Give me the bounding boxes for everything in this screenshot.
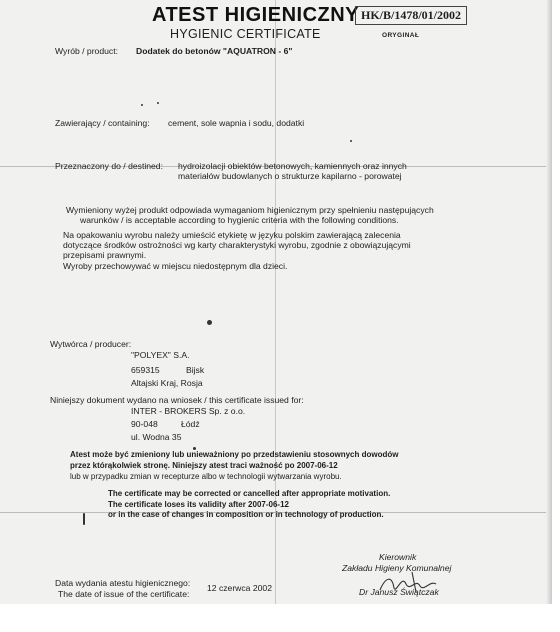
- validity-en-line-3: or in the case of changes in composition or in technology of production.: [108, 510, 384, 519]
- validity-en-line-2: The certificate loses its validity after 2007-06-12: [108, 500, 289, 509]
- validity-pl-line-3: lub w przypadku zmian w recepturze albo w technologii wytwarzania wyrobu.: [70, 472, 342, 481]
- product-value: Dodatek do betonów "AQUATRON - 6": [136, 46, 293, 56]
- scan-speck: [207, 320, 212, 325]
- conditions-line-3: Na opakowaniu wyrobu należy umieścić etykietę w języku polskim zawierającą zalecenia: [63, 230, 401, 240]
- scan-speck: [141, 104, 143, 106]
- original-mark: ORYGINAŁ: [382, 32, 420, 39]
- conditions-line-4: dotyczące środków ostrożności wg karty charakterystyki wyrobu, zgodnie z obowiązującymi: [63, 240, 411, 250]
- issued-for-city: Łódź: [181, 419, 200, 429]
- validity-en-line-1: The certificate may be corrected or cancelled after appropriate motivation.: [108, 489, 391, 498]
- containing-value: cement, sole wapnia i sodu, dodatki: [168, 118, 305, 128]
- issue-date-label-pl: Data wydania atestu higienicznego:: [55, 578, 191, 588]
- signatory-title: Kierownik: [379, 552, 417, 562]
- issue-date-label-en: The date of issue of the certificate:: [58, 589, 190, 599]
- conditions-line-2: warunków / is acceptable according to hygienic criteria with the following conditions.: [80, 215, 399, 225]
- conditions-line-5: przepisami prawnymi.: [63, 250, 147, 260]
- signatory-department: Zakładu Higieny Komunalnej: [342, 563, 452, 573]
- containing-label: Zawierający / containing:: [55, 118, 150, 128]
- issued-for-name: INTER - BROKERS Sp. z o.o.: [131, 406, 246, 416]
- signatory-name: Dr Janusz Świątczak: [359, 587, 439, 597]
- producer-city: Bijsk: [186, 365, 205, 375]
- destined-line-2: materiałów budowlanych o strukturze kapilarno - porowatej: [178, 171, 402, 181]
- conditions-line-6: Wyroby przechowywać w miejscu niedostępnym dla dzieci.: [63, 261, 288, 271]
- producer-label: Wytwórca / producer:: [50, 339, 132, 349]
- issued-for-street: ul. Wodna 35: [131, 432, 182, 442]
- destined-label: Przeznaczony do / destined:: [55, 161, 163, 171]
- product-label: Wyrób / product:: [55, 46, 118, 56]
- producer-region: Altajski Kraj, Rosja: [131, 378, 203, 388]
- validity-pl-line-2: przez którąkolwiek stronę. Niniejszy atest traci ważność po 2007-06-12: [70, 461, 338, 470]
- issued-for-label: Niniejszy dokument wydano na wniosek / this certificate issued for:: [50, 395, 304, 405]
- producer-postcode: 659315: [131, 365, 160, 375]
- paper-edge: [546, 0, 552, 604]
- scan-speck: [157, 102, 159, 104]
- certificate-title: ATEST HIGIENICZNY: [152, 4, 360, 26]
- issued-for-postcode: 90-048: [131, 419, 158, 429]
- conditions-line-1: Wymieniony wyżej produkt odpowiada wymaganiom higienicznym przy spełnieniu następujących: [66, 205, 434, 215]
- scan-speck: [193, 447, 196, 450]
- scan-speck: [350, 140, 352, 142]
- issue-date-value: 12 czerwca 2002: [207, 583, 272, 593]
- validity-pl-line-1: Atest może być zmieniony lub unieważniony po przedstawieniu stosownych dowodów: [70, 450, 399, 459]
- destined-line-1: hydroizolacji obiektów betonowych, kamiennych oraz innych: [178, 161, 407, 171]
- handwritten-signature: [376, 570, 456, 596]
- certificate-subtitle: HYGIENIC CERTIFICATE: [170, 27, 321, 41]
- certificate-number: HK/B/1478/01/2002: [355, 6, 467, 25]
- producer-name: "POLYEX" S.A.: [131, 350, 190, 360]
- scan-speck: [83, 513, 85, 525]
